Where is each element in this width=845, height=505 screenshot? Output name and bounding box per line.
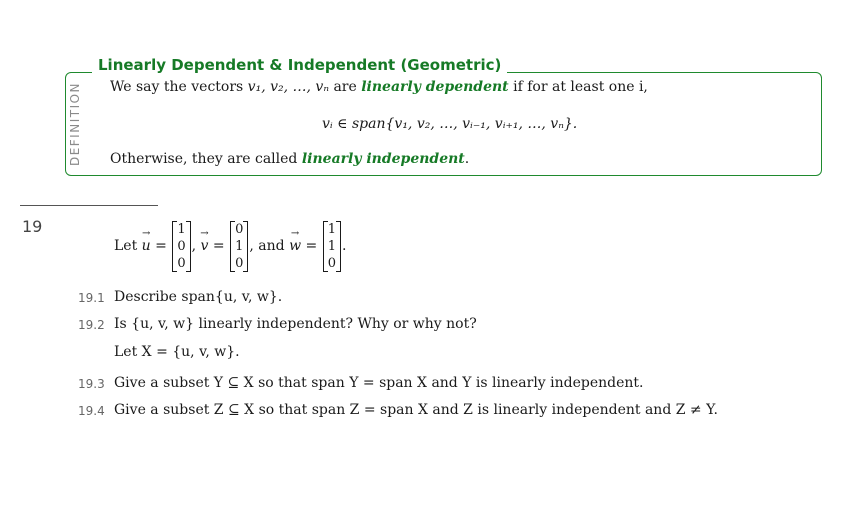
w-matrix	[323, 221, 341, 272]
item-number-19-2: 19.2	[78, 318, 105, 332]
v-matrix	[230, 221, 248, 272]
section-divider	[20, 205, 158, 206]
u-entry-3: 0	[177, 255, 186, 271]
term-linearly-independent: linearly independent	[301, 151, 465, 167]
item-text-19-1: Describe span{u, v, w}.	[114, 289, 283, 305]
item-text-19-2: Is {u, v, w} linearly independent? Why or why not?	[114, 316, 477, 332]
u-entry-2: 0	[177, 238, 186, 254]
definition-line-3	[110, 151, 469, 167]
u-matrix	[172, 221, 190, 272]
v-symbol: → v	[201, 238, 209, 254]
definition-line3-suffix: .	[464, 151, 470, 167]
v-entry-3: 0	[235, 255, 244, 271]
and-word: and	[258, 238, 285, 254]
vector-definitions: Let → u = 1 0 0 , → v = 0 1 0 , and → w = 1 1 0 .	[114, 212, 346, 280]
w-entry-1: 1	[327, 221, 336, 237]
v-entry-1: 0	[235, 221, 244, 237]
w-symbol: → w	[289, 238, 301, 254]
u-entry-1: 1	[177, 221, 186, 237]
span-formula: vᵢ ∈ span{v₁, v₂, …, vᵢ₋₁, vᵢ₊₁, …, vₙ}.	[322, 116, 578, 132]
v-entry-2: 1	[235, 238, 244, 254]
item-text-19-3: Give a subset Y ⊆ X so that span Y = span X and Y is linearly independent.	[114, 375, 644, 391]
w-entry-3: 0	[327, 255, 336, 271]
definition-line1-vectors: v₁, v₂, …, vₙ	[247, 79, 329, 95]
definition-line1-mid: are	[333, 79, 357, 95]
let-x-statement: Let X = {u, v, w}.	[114, 344, 240, 360]
definition-line1-prefix: We say the vectors	[110, 79, 244, 95]
question-number: 19	[22, 217, 43, 236]
item-number-19-1: 19.1	[78, 291, 105, 305]
definition-formula	[322, 116, 577, 132]
item-number-19-4: 19.4	[78, 404, 105, 418]
definition-line3-prefix: Otherwise, they are called	[110, 151, 298, 167]
let-word: Let	[114, 238, 138, 254]
definition-side-label	[64, 72, 86, 176]
w-entry-2: 1	[327, 238, 336, 254]
u-symbol: → u	[142, 238, 151, 254]
definition-title: Linearly Dependent & Independent (Geometric)	[92, 56, 507, 74]
definition-side-text: DEFINITION	[68, 81, 83, 167]
item-text-19-4: Give a subset Z ⊆ X so that span Z = span X and Z is linearly independent and Z ≠ Y.	[114, 402, 718, 418]
definition-line1-suffix: if for at least one i,	[513, 79, 648, 95]
item-number-19-3: 19.3	[78, 377, 105, 391]
term-linearly-dependent: linearly dependent	[361, 79, 509, 95]
definition-line-1	[110, 79, 648, 95]
